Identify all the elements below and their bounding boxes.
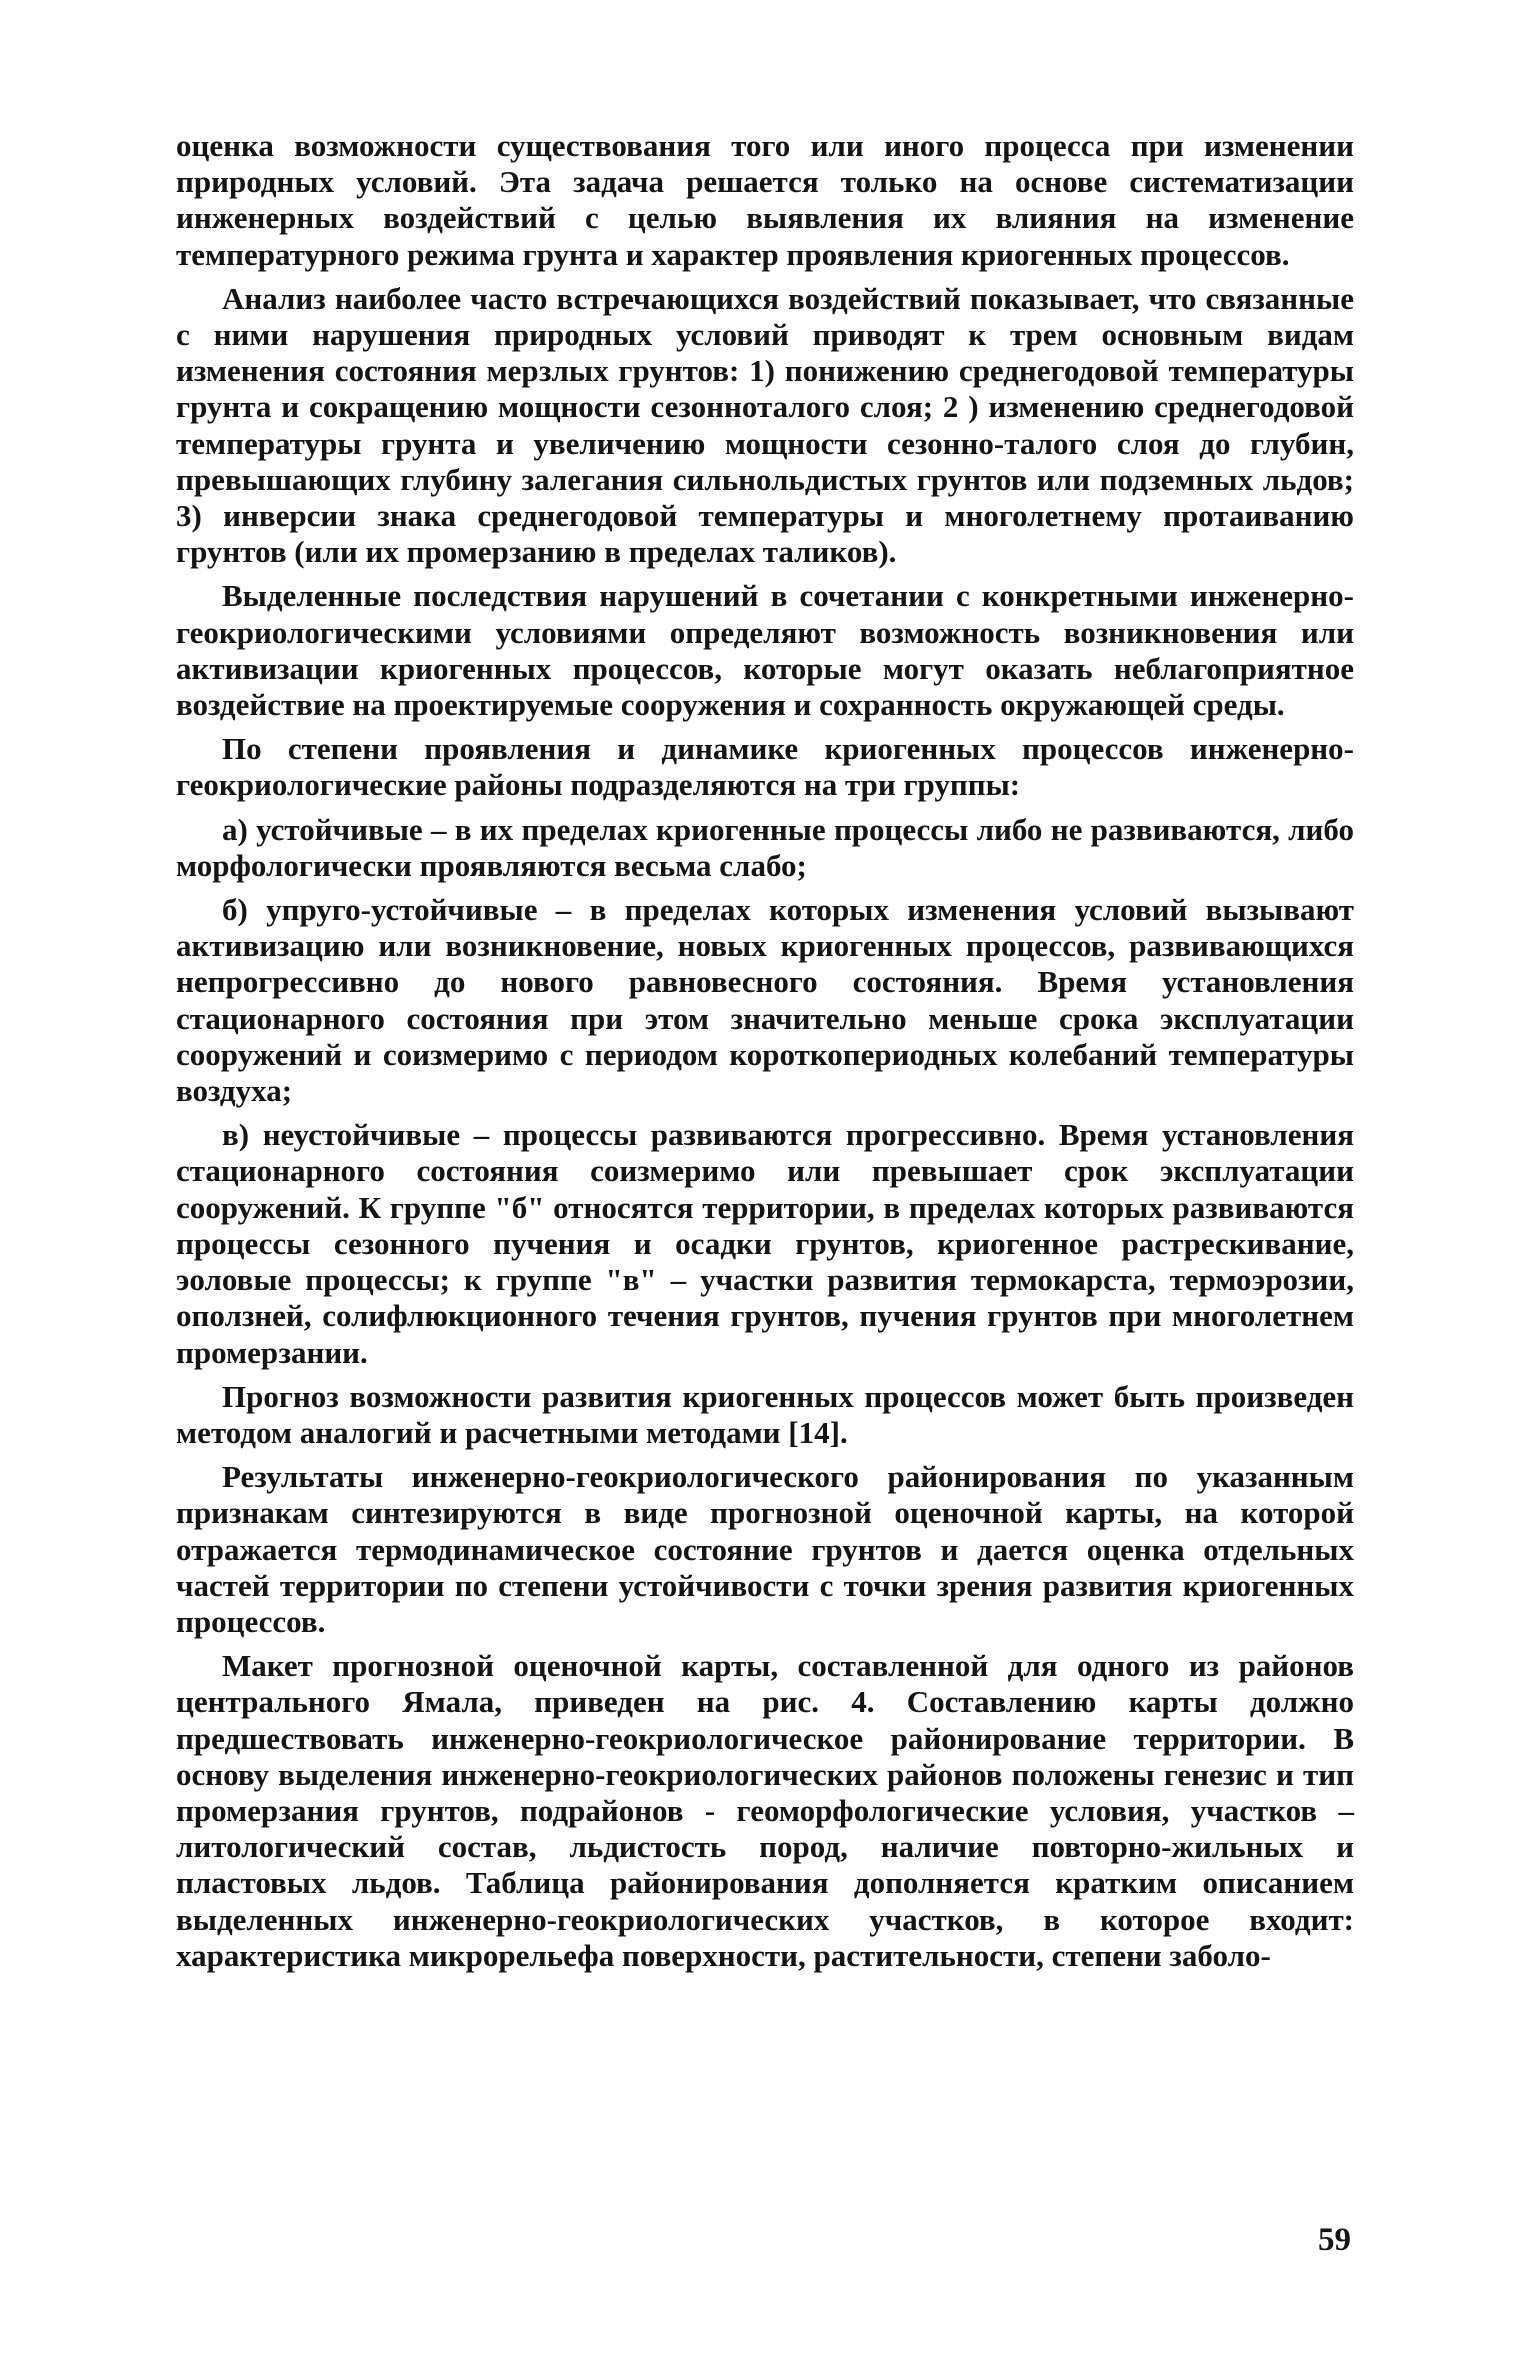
paragraph-3: Выделенные последствия нарушений в сочетании с конкретными инженерно-геокриологическими условиями определяют возможность возникновения или активизации криогенных процессов, которые могут оказать неблагоприятное воздействие на проектируемые сооружения и сохранность окружающей среды. [176, 578, 1354, 723]
page-body [176, 128, 1354, 1982]
page-number: 59 [1318, 2222, 1351, 2258]
paragraph-group-c: в) неустойчивые – процессы развиваются прогрессивно. Время установления стационарного состояния соизмеримо или превышает срок эксплуатации сооружений. К группе "б" относятся территории, в пределах которых развиваются процессы сезонного пучения и осадки грунтов, криогенное растрескивание, эоловые процессы; к группе "в" – участки развития термокарста, термоэрозии, оползней, солифлюкционного течения грунтов, пучения грунтов при многолетнем промерзании. [176, 1117, 1354, 1370]
paragraph-10: Макет прогнозной оценочной карты, составленной для одного из районов центрального Ямала, приведен на рис. 4. Составлению карты должно предшествовать инженерно-геокриологическое районирование территории. В основу выделения инженерно-геокриологических районов положены генезис и тип промерзания грунтов, подрайонов - геоморфологические условия, участков – литологический состав, льдистость пород, наличие повторно-жильных и пластовых льдов. Таблица районирования дополняется кратким описанием выделенных инженерно-геокриологических участков, в которое входит: характеристика микрорельефа поверхности, растительности, степени заболо- [176, 1648, 1354, 1973]
paragraph-group-a: а) устойчивые – в их пределах криогенные процессы либо не развиваются, либо морфологически проявляются весьма слабо; [176, 811, 1354, 883]
paragraph-4: По степени проявления и динамике криогенных процессов инженерно-геокриологические районы подразделяются на три группы: [176, 731, 1354, 803]
paragraph-8: Прогноз возможности развития криогенных процессов может быть произведен методом аналогий и расчетными методами [14]. [176, 1378, 1354, 1450]
paragraph-1: оценка возможности существования того или иного процесса при изменении природных условий. Эта задача решается только на основе систематизации инженерных воздействий с целью выявления их влияния на изменение температурного режима грунта и характер проявления криогенных процессов. [176, 128, 1354, 272]
paragraph-9: Результаты инженерно-геокриологического районирования по указанным признакам синтезируются в виде прогнозной оценочной карты, на которой отражается термодинамическое состояние грунтов и дается оценка отдельных частей территории по степени устойчивости с точки зрения развития криогенных процессов. [176, 1459, 1354, 1639]
paragraph-2: Анализ наиболее часто встречающихся воздействий показывает, что связанные с ними нарушения природных условий приводят к трем основным видам изменения состояния мерзлых грунтов: 1) понижению среднегодовой температуры грунта и сокращению мощности сезонноталого слоя; 2 ) изменению среднегодовой температуры грунта и увеличению мощности сезонно-талого слоя до глубин, превышающих глубину залегания сильнольдистых грунтов или подземных льдов; 3) инверсии знака среднегодовой температуры и многолетнему протаиванию грунтов (или их промерзанию в пределах таликов). [176, 280, 1354, 570]
paragraph-group-b: б) упруго-устойчивые – в пределах которых изменения условий вызывают активизацию или возникновение, новых криогенных процессов, развивающихся непрогрессивно до нового равновесного состояния. Время установления стационарного состояния при этом значительно меньше срока эксплуатации сооружений и соизмеримо с периодом короткопериодных колебаний температуры воздуха; [176, 892, 1354, 1109]
